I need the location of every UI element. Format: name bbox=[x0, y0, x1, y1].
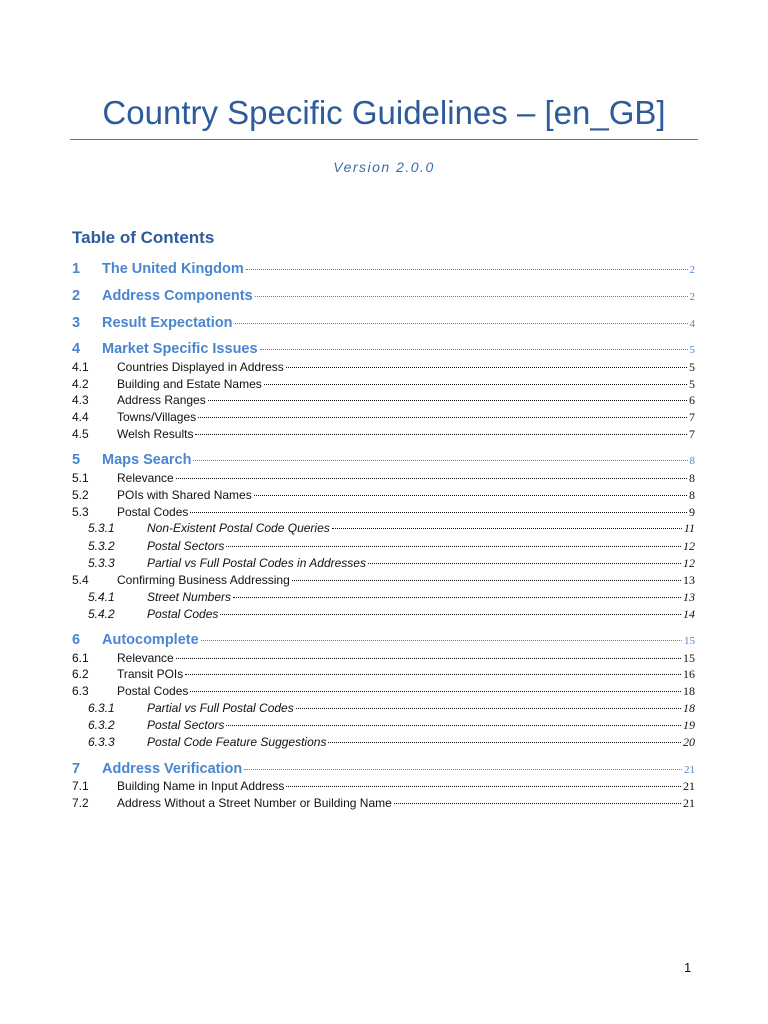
toc-entry[interactable] bbox=[72, 556, 695, 571]
toc-entry-page: 5 bbox=[689, 360, 695, 374]
toc-entry[interactable] bbox=[72, 761, 695, 777]
toc-entry-number: 5.3.1 bbox=[88, 521, 115, 535]
toc-entry-page: 21 bbox=[684, 764, 695, 776]
toc-entry-number: 4 bbox=[72, 341, 81, 357]
toc-entry-label: Postal Sectors bbox=[147, 718, 225, 732]
toc-entry-number: 5.4.2 bbox=[88, 607, 115, 621]
toc-entry[interactable] bbox=[72, 427, 695, 442]
toc-leader-dots bbox=[201, 640, 682, 641]
toc-entry-number: 5.1 bbox=[72, 471, 89, 485]
toc-entry-number: 5.3.3 bbox=[88, 556, 115, 570]
toc-entry-label: Towns/Villages bbox=[117, 410, 197, 424]
toc-leader-dots bbox=[185, 674, 681, 675]
toc-entry-page: 15 bbox=[683, 651, 695, 665]
toc-entry-page: 14 bbox=[683, 607, 695, 621]
toc-entry[interactable] bbox=[72, 521, 695, 536]
toc-entry-number: 6.2 bbox=[72, 667, 89, 681]
toc-entry-page: 12 bbox=[683, 539, 695, 553]
toc-entry[interactable] bbox=[72, 718, 695, 733]
toc-entry-page: 21 bbox=[683, 796, 695, 810]
toc-entry[interactable] bbox=[72, 701, 695, 716]
toc-entry-page: 2 bbox=[689, 264, 695, 276]
toc-leader-dots bbox=[233, 597, 681, 598]
toc-entry-label: Confirming Business Addressing bbox=[117, 573, 290, 587]
toc-entry[interactable] bbox=[72, 393, 695, 408]
toc-entry-page: 5 bbox=[689, 344, 695, 356]
toc-entry-page: 8 bbox=[689, 488, 695, 502]
toc-entry[interactable] bbox=[72, 410, 695, 425]
toc-leader-dots bbox=[176, 658, 681, 659]
toc-entry-page: 8 bbox=[689, 455, 695, 467]
toc-entry-page: 21 bbox=[683, 779, 695, 793]
toc-entry[interactable] bbox=[72, 452, 695, 468]
toc-entry[interactable] bbox=[72, 796, 695, 811]
toc-entry-label: Postal Codes bbox=[117, 684, 189, 698]
toc-entry-number: 1 bbox=[72, 261, 81, 277]
toc-leader-dots bbox=[260, 349, 688, 350]
toc-entry-page: 20 bbox=[683, 735, 695, 749]
toc-entry-page: 18 bbox=[683, 684, 695, 698]
toc-entry-page: 19 bbox=[683, 718, 695, 732]
toc-leader-dots bbox=[264, 384, 687, 385]
toc-leader-dots bbox=[296, 708, 681, 709]
toc-entry-page: 15 bbox=[684, 635, 695, 647]
toc-entry[interactable] bbox=[72, 667, 695, 682]
toc-entry-label: Countries Displayed in Address bbox=[117, 360, 284, 374]
toc-leader-dots bbox=[286, 367, 687, 368]
toc-entry-page: 16 bbox=[683, 667, 695, 681]
toc-entry-number: 2 bbox=[72, 288, 81, 304]
toc-entry-page: 7 bbox=[689, 427, 695, 441]
toc-entry-number: 6.3.3 bbox=[88, 735, 115, 749]
toc-entry[interactable] bbox=[72, 341, 695, 357]
toc-entry-label: Relevance bbox=[117, 471, 174, 485]
toc-entry-number: 6.3.2 bbox=[88, 718, 115, 732]
toc-entry-number: 7.1 bbox=[72, 779, 89, 793]
toc-entry[interactable] bbox=[72, 539, 695, 554]
title-divider bbox=[70, 139, 698, 140]
toc-entry-number: 4.1 bbox=[72, 360, 89, 374]
toc-entry-number: 3 bbox=[72, 315, 81, 331]
toc-entry-label: Partial vs Full Postal Codes in Addresses bbox=[147, 556, 366, 570]
toc-entry[interactable] bbox=[72, 573, 695, 588]
toc-entry-label: The United Kingdom bbox=[102, 261, 244, 277]
toc-entry-label: Postal Codes bbox=[147, 607, 219, 621]
version-label: Version 2.0.0 bbox=[333, 159, 435, 175]
toc-leader-dots bbox=[193, 460, 687, 461]
toc-entry[interactable] bbox=[72, 315, 695, 331]
toc-entry-number: 5.3 bbox=[72, 505, 89, 519]
toc-entry-number: 6.1 bbox=[72, 651, 89, 665]
page-number: 1 bbox=[684, 960, 692, 975]
toc-leader-dots bbox=[208, 400, 687, 401]
toc-entry-page: 2 bbox=[689, 291, 695, 303]
toc-leader-dots bbox=[198, 417, 687, 418]
toc-entry[interactable] bbox=[72, 684, 695, 699]
toc-entry-label: Non-Existent Postal Code Queries bbox=[147, 521, 330, 535]
toc-entry-page: 5 bbox=[689, 377, 695, 391]
toc-entry[interactable] bbox=[72, 651, 695, 666]
toc-entry-label: Transit POIs bbox=[117, 667, 184, 681]
toc-entry[interactable] bbox=[72, 488, 695, 503]
toc-leader-dots bbox=[255, 296, 688, 297]
toc-entry-page: 18 bbox=[683, 701, 695, 715]
toc-entry-page: 11 bbox=[683, 521, 695, 535]
toc-entry-number: 7.2 bbox=[72, 796, 89, 810]
toc-entry-label: Street Numbers bbox=[147, 590, 232, 604]
toc-entry-number: 4.5 bbox=[72, 427, 89, 441]
toc-leader-dots bbox=[254, 495, 687, 496]
toc-leader-dots bbox=[394, 803, 681, 804]
toc-leader-dots bbox=[190, 691, 681, 692]
toc-entry-label: Postal Codes bbox=[117, 505, 189, 519]
toc-leader-dots bbox=[226, 546, 681, 547]
toc-entry[interactable] bbox=[72, 360, 695, 375]
toc-leader-dots bbox=[332, 528, 682, 529]
toc-leader-dots bbox=[220, 614, 681, 615]
toc-entry-label: Maps Search bbox=[102, 452, 192, 468]
toc-entry[interactable] bbox=[72, 632, 695, 648]
toc-entry-number: 6 bbox=[72, 632, 81, 648]
toc-entry-label: Address Components bbox=[102, 288, 253, 304]
toc-entry-page: 6 bbox=[689, 393, 695, 407]
toc-entry[interactable] bbox=[72, 779, 695, 794]
toc-entry-number: 5 bbox=[72, 452, 81, 468]
toc-entry-label: Address Without a Street Number or Building Name bbox=[117, 796, 392, 810]
toc-leader-dots bbox=[368, 563, 681, 564]
toc-leader-dots bbox=[286, 786, 681, 787]
toc-entry-number: 4.3 bbox=[72, 393, 89, 407]
toc-entry[interactable] bbox=[72, 288, 695, 304]
toc-entry-number: 4.4 bbox=[72, 410, 89, 424]
toc-entry[interactable] bbox=[72, 505, 695, 520]
toc-entry-label: Market Specific Issues bbox=[102, 341, 258, 357]
toc-leader-dots bbox=[176, 478, 687, 479]
toc-entry[interactable] bbox=[72, 735, 695, 750]
toc-leader-dots bbox=[328, 742, 681, 743]
toc-leader-dots bbox=[235, 323, 688, 324]
toc-entry-number: 6.3.1 bbox=[88, 701, 115, 715]
toc-entry-label: Autocomplete bbox=[102, 632, 199, 648]
toc-entry-label: Postal Sectors bbox=[147, 539, 225, 553]
document-title: Country Specific Guidelines – [en_GB] bbox=[102, 94, 666, 131]
toc-entry-label: Address Ranges bbox=[117, 393, 206, 407]
toc-entry-page: 13 bbox=[683, 590, 695, 604]
toc-entry-label: Building and Estate Names bbox=[117, 377, 262, 391]
toc-entry-page: 7 bbox=[689, 410, 695, 424]
toc-entry-page: 9 bbox=[689, 505, 695, 519]
toc-entry-number: 5.3.2 bbox=[88, 539, 115, 553]
toc-entry[interactable] bbox=[72, 471, 695, 486]
toc-heading: Table of Contents bbox=[72, 228, 215, 247]
toc-entry[interactable] bbox=[72, 377, 695, 392]
toc-entry[interactable] bbox=[72, 590, 695, 605]
toc-entry-number: 5.4.1 bbox=[88, 590, 115, 604]
toc-entry-label: Postal Code Feature Suggestions bbox=[147, 735, 327, 749]
toc-leader-dots bbox=[226, 725, 681, 726]
toc-entry-number: 6.3 bbox=[72, 684, 89, 698]
toc-entry-label: Relevance bbox=[117, 651, 174, 665]
toc-leader-dots bbox=[195, 434, 687, 435]
toc-entry-label: Partial vs Full Postal Codes bbox=[147, 701, 294, 715]
toc-entry-page: 12 bbox=[683, 556, 695, 570]
toc-entry-page: 8 bbox=[689, 471, 695, 485]
toc-entry-label: Result Expectation bbox=[102, 315, 233, 331]
toc-entry-label: Building Name in Input Address bbox=[117, 779, 285, 793]
toc-entry[interactable] bbox=[72, 607, 695, 622]
toc-entry-page: 13 bbox=[683, 573, 695, 587]
toc-entry-number: 5.4 bbox=[72, 573, 89, 587]
toc-leader-dots bbox=[244, 769, 682, 770]
toc-leader-dots bbox=[246, 269, 688, 270]
toc-entry-page: 4 bbox=[689, 318, 695, 330]
toc-entry-number: 5.2 bbox=[72, 488, 89, 502]
toc-entry-number: 7 bbox=[72, 761, 81, 777]
toc-leader-dots bbox=[292, 580, 681, 581]
toc-entry-label: POIs with Shared Names bbox=[117, 488, 252, 502]
toc-leader-dots bbox=[190, 512, 687, 513]
toc-entry-number: 4.2 bbox=[72, 377, 89, 391]
toc-entry[interactable] bbox=[72, 261, 695, 277]
toc-entry-label: Address Verification bbox=[102, 761, 243, 777]
toc-entry-label: Welsh Results bbox=[117, 427, 194, 441]
